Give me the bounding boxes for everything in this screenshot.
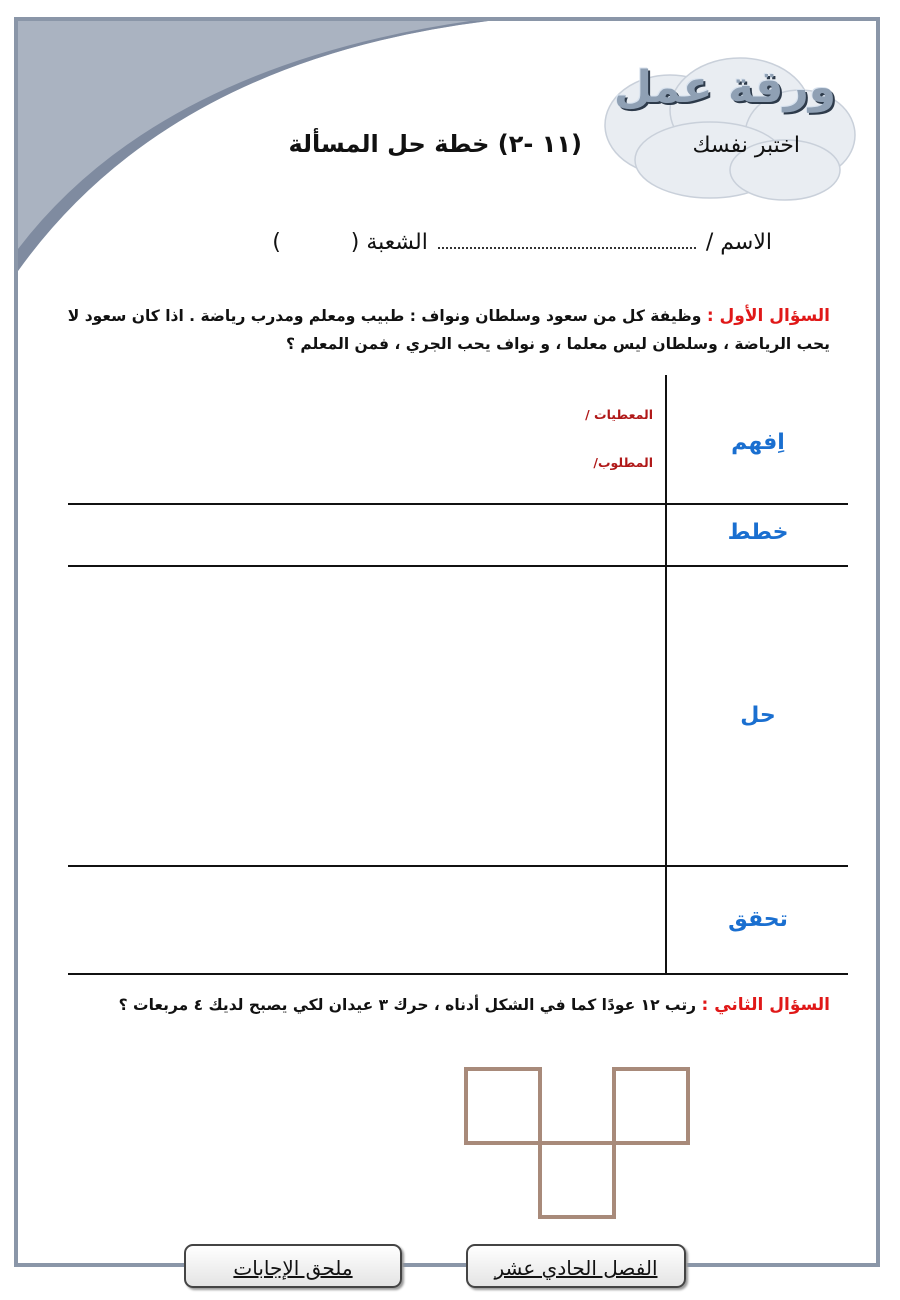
given-label: المعطيات / [585, 407, 653, 422]
section-label: الشعبة ( ) [272, 230, 428, 255]
student-info-row [272, 230, 772, 255]
name-label: الاسم / [705, 230, 772, 255]
problem-solving-plan-table [68, 375, 848, 975]
answers-appendix-button[interactable]: ملحق الإجابات [184, 1244, 402, 1288]
name-field[interactable] [438, 233, 696, 249]
question-one [60, 302, 830, 358]
step-plan: خطط [727, 520, 789, 545]
question-one-label: السؤال الأول : [706, 306, 830, 326]
question-two [60, 995, 830, 1015]
worksheet-title: ورقة عمل [613, 62, 837, 113]
lesson-title: (١١ -٢) خطة حل المسألة [288, 130, 582, 158]
step-understand: اِفهم [731, 430, 785, 455]
test-yourself-label: اختبر نفسك [692, 133, 800, 158]
table-divider-vertical [665, 375, 667, 975]
matchstick-figure [462, 1065, 694, 1223]
question-two-label: السؤال الثاني : [701, 995, 830, 1015]
question-two-text: رتب ١٢ عودًا كما في الشكل أدناه ، حرك ٣ عيدان لكي يصبح لديك ٤ مربعات ؟ [118, 996, 697, 1014]
table-divider [68, 503, 848, 505]
step-solve: حل [740, 703, 776, 728]
table-divider [68, 865, 848, 867]
required-label: المطلوب/ [593, 455, 653, 470]
table-divider [68, 973, 848, 975]
chapter-eleven-button[interactable]: الفصل الحادي عشر [466, 1244, 686, 1288]
question-one-text: وظيفة كل من سعود وسلطان ونواف : طبيب ومعلم ومدرب رياضة . اذا كان سعود لا يحب الرياضة ، وسلطان ليس معلما ، و نواف يحب الجري ، فمن المعلم ؟ [67, 307, 830, 353]
table-divider [68, 565, 848, 567]
step-check: تحقق [728, 907, 788, 932]
